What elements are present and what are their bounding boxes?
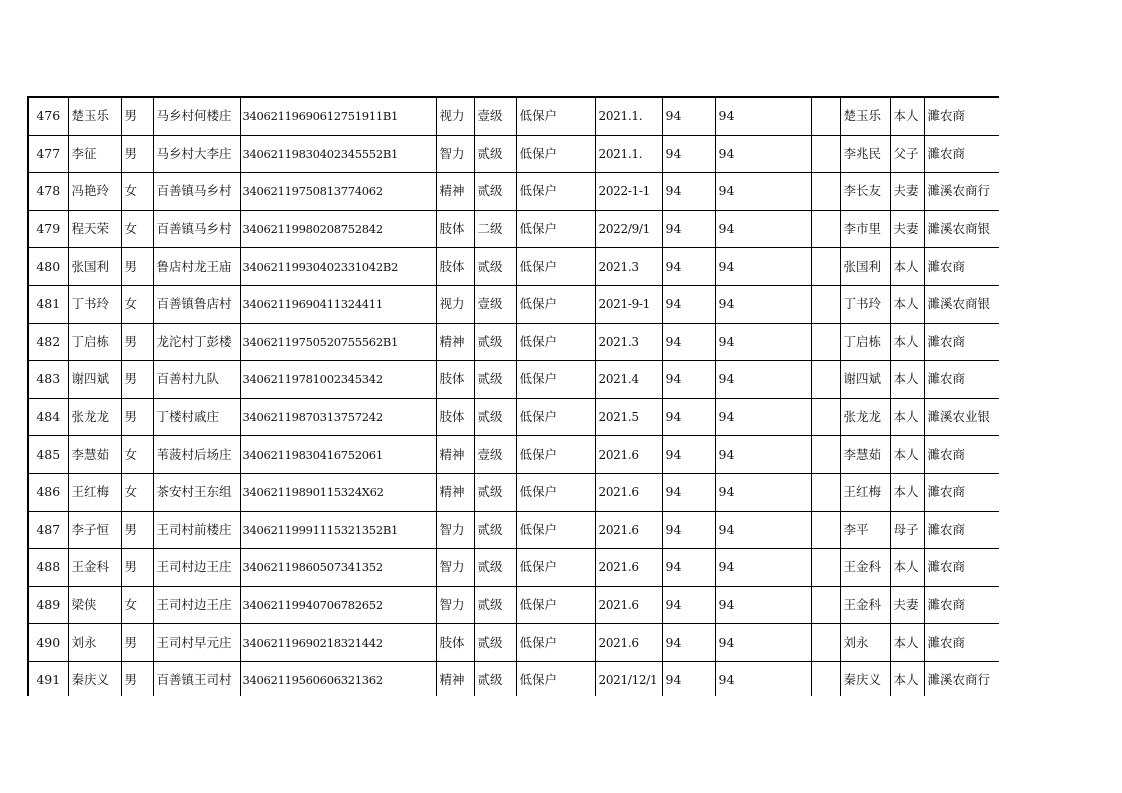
cell-gender: 男 <box>121 248 153 286</box>
cell-number: 479 <box>28 210 68 248</box>
cell-blank <box>811 473 840 511</box>
cell-number: 482 <box>28 323 68 361</box>
cell-payee: 张龙龙 <box>840 398 890 436</box>
cell-category: 低保户 <box>516 97 595 135</box>
cell-number: 477 <box>28 135 68 173</box>
cell-disability-level: 贰级 <box>474 473 516 511</box>
cell-id-number: 34062119690411324411 <box>240 285 436 323</box>
cell-relation: 夫妻 <box>890 173 924 211</box>
cell-amount-total: 94 <box>715 285 811 323</box>
cell-date: 2021.3 <box>595 248 662 286</box>
cell-disability-level: 壹级 <box>474 97 516 135</box>
cell-date: 2021.6 <box>595 436 662 474</box>
cell-name: 丁书玲 <box>68 285 121 323</box>
table-row <box>28 511 999 549</box>
cell-disability-type: 精神 <box>436 661 474 696</box>
cell-blank <box>811 624 840 662</box>
cell-disability-type: 智力 <box>436 135 474 173</box>
cell-gender: 女 <box>121 473 153 511</box>
cell-amount-total: 94 <box>715 473 811 511</box>
cell-blank <box>811 135 840 173</box>
cell-payee: 李平 <box>840 511 890 549</box>
cell-gender: 男 <box>121 135 153 173</box>
cell-payee: 王红梅 <box>840 473 890 511</box>
cell-relation: 本人 <box>890 97 924 135</box>
cell-payee: 刘永 <box>840 624 890 662</box>
cell-blank <box>811 173 840 211</box>
cell-amount: 94 <box>662 361 715 399</box>
cell-amount: 94 <box>662 436 715 474</box>
cell-disability-level: 贰级 <box>474 624 516 662</box>
cell-relation: 本人 <box>890 661 924 696</box>
cell-date: 2021.6 <box>595 586 662 624</box>
cell-address: 马乡村何楼庄 <box>153 97 240 135</box>
cell-disability-type: 智力 <box>436 511 474 549</box>
cell-category: 低保户 <box>516 624 595 662</box>
cell-number: 490 <box>28 624 68 662</box>
cell-blank <box>811 549 840 587</box>
cell-disability-type: 肢体 <box>436 248 474 286</box>
cell-address: 王司村早元庄 <box>153 624 240 662</box>
cell-amount-total: 94 <box>715 173 811 211</box>
cell-name: 张龙龙 <box>68 398 121 436</box>
cell-relation: 本人 <box>890 323 924 361</box>
table-row <box>28 549 999 587</box>
cell-bank: 濉溪农业银 <box>924 398 999 436</box>
table-row <box>28 210 999 248</box>
cell-blank <box>811 436 840 474</box>
cell-category: 低保户 <box>516 285 595 323</box>
cell-name: 秦庆义 <box>68 661 121 696</box>
cell-disability-type: 智力 <box>436 549 474 587</box>
cell-address: 马乡村大李庄 <box>153 135 240 173</box>
cell-bank: 濉农商 <box>924 97 999 135</box>
cell-category: 低保户 <box>516 173 595 211</box>
cell-address: 百善镇马乡村 <box>153 210 240 248</box>
cell-number: 486 <box>28 473 68 511</box>
cell-id-number: 3406211989011​5324X62 <box>240 473 436 511</box>
cell-name: 王金科 <box>68 549 121 587</box>
cell-name: 谢四斌 <box>68 361 121 399</box>
cell-bank: 濉农商 <box>924 361 999 399</box>
cell-date: 2021.1. <box>595 97 662 135</box>
cell-relation: 夫妻 <box>890 586 924 624</box>
cell-amount: 94 <box>662 285 715 323</box>
cell-disability-level: 贰级 <box>474 173 516 211</box>
cell-relation: 本人 <box>890 248 924 286</box>
cell-address: 茶安村王东组 <box>153 473 240 511</box>
cell-category: 低保户 <box>516 511 595 549</box>
cell-name: 丁启栋 <box>68 323 121 361</box>
cell-address: 百善镇鲁店村 <box>153 285 240 323</box>
cell-relation: 本人 <box>890 361 924 399</box>
cell-id-number: 34062119690218321442 <box>240 624 436 662</box>
cell-name: 李慧茹 <box>68 436 121 474</box>
cell-payee: 丁书玲 <box>840 285 890 323</box>
cell-amount: 94 <box>662 135 715 173</box>
cell-payee: 李市里 <box>840 210 890 248</box>
cell-date: 2021.3 <box>595 323 662 361</box>
cell-date: 2021/12/1 <box>595 661 662 696</box>
table-row <box>28 586 999 624</box>
cell-amount-total: 94 <box>715 511 811 549</box>
cell-category: 低保户 <box>516 661 595 696</box>
cell-disability-level: 贰级 <box>474 661 516 696</box>
cell-payee: 秦庆义 <box>840 661 890 696</box>
table-row <box>28 361 999 399</box>
cell-disability-type: 肢体 <box>436 361 474 399</box>
cell-address: 龙沱村丁彭楼 <box>153 323 240 361</box>
cell-address: 王司村边王庄 <box>153 586 240 624</box>
cell-category: 低保户 <box>516 135 595 173</box>
cell-id-number: 34062119860507341352 <box>240 549 436 587</box>
cell-id-number: 34062119930402331042B2 <box>240 248 436 286</box>
cell-category: 低保户 <box>516 549 595 587</box>
cell-date: 2022/9/1 <box>595 210 662 248</box>
cell-gender: 男 <box>121 511 153 549</box>
cell-amount-total: 94 <box>715 361 811 399</box>
table-row <box>28 248 999 286</box>
cell-disability-level: 贰级 <box>474 586 516 624</box>
cell-address: 王司村边王庄 <box>153 549 240 587</box>
cell-disability-level: 贰级 <box>474 511 516 549</box>
cell-relation: 本人 <box>890 473 924 511</box>
cell-disability-level: 壹级 <box>474 285 516 323</box>
cell-gender: 女 <box>121 285 153 323</box>
cell-gender: 男 <box>121 97 153 135</box>
cell-amount: 94 <box>662 323 715 361</box>
cell-bank: 濉农商 <box>924 511 999 549</box>
cell-id-number: 34062119781002345342 <box>240 361 436 399</box>
cell-address: 鲁店村龙王庙 <box>153 248 240 286</box>
cell-date: 2021.5 <box>595 398 662 436</box>
table-row <box>28 661 999 696</box>
table-row <box>28 323 999 361</box>
cell-number: 487 <box>28 511 68 549</box>
cell-category: 低保户 <box>516 361 595 399</box>
cell-disability-level: 贰级 <box>474 135 516 173</box>
cell-disability-type: 肢体 <box>436 624 474 662</box>
cell-gender: 女 <box>121 436 153 474</box>
cell-date: 2021.4 <box>595 361 662 399</box>
cell-disability-level: 贰级 <box>474 323 516 361</box>
cell-relation: 本人 <box>890 398 924 436</box>
cell-amount: 94 <box>662 173 715 211</box>
table-row <box>28 97 999 135</box>
cell-amount-total: 94 <box>715 549 811 587</box>
cell-amount: 94 <box>662 97 715 135</box>
cell-date: 2021.6 <box>595 549 662 587</box>
cell-payee: 楚玉乐 <box>840 97 890 135</box>
cell-blank <box>811 248 840 286</box>
cell-payee: 王金科 <box>840 586 890 624</box>
cell-relation: 本人 <box>890 549 924 587</box>
cell-bank: 濉农商 <box>924 624 999 662</box>
cell-bank: 濉农商 <box>924 248 999 286</box>
cell-payee: 丁启栋 <box>840 323 890 361</box>
cell-number: 491 <box>28 661 68 696</box>
cell-amount: 94 <box>662 624 715 662</box>
cell-amount-total: 94 <box>715 586 811 624</box>
cell-number: 489 <box>28 586 68 624</box>
cell-bank: 濉农商 <box>924 549 999 587</box>
cell-disability-type: 视力 <box>436 285 474 323</box>
cell-amount: 94 <box>662 210 715 248</box>
cell-date: 2022-1-1 <box>595 173 662 211</box>
cell-number: 476 <box>28 97 68 135</box>
cell-disability-type: 视力 <box>436 97 474 135</box>
cell-bank: 濉农商 <box>924 323 999 361</box>
cell-relation: 本人 <box>890 624 924 662</box>
cell-name: 刘永 <box>68 624 121 662</box>
cell-amount-total: 94 <box>715 398 811 436</box>
cell-category: 低保户 <box>516 323 595 361</box>
cell-payee: 李长友 <box>840 173 890 211</box>
cell-amount-total: 94 <box>715 323 811 361</box>
cell-amount-total: 94 <box>715 436 811 474</box>
cell-amount: 94 <box>662 511 715 549</box>
cell-disability-level: 贰级 <box>474 398 516 436</box>
table-row <box>28 624 999 662</box>
cell-bank: 濉农商 <box>924 473 999 511</box>
cell-category: 低保户 <box>516 398 595 436</box>
cell-id-number: 34062119690612751911B1 <box>240 97 436 135</box>
cell-id-number: 34062119940706782652 <box>240 586 436 624</box>
cell-relation: 夫妻 <box>890 210 924 248</box>
cell-disability-type: 肢体 <box>436 210 474 248</box>
cell-date: 2021.6 <box>595 511 662 549</box>
cell-payee: 李慧茹 <box>840 436 890 474</box>
cell-number: 483 <box>28 361 68 399</box>
cell-relation: 母子 <box>890 511 924 549</box>
cell-disability-level: 贰级 <box>474 248 516 286</box>
cell-blank <box>811 361 840 399</box>
cell-gender: 男 <box>121 624 153 662</box>
cell-amount: 94 <box>662 586 715 624</box>
cell-disability-type: 精神 <box>436 323 474 361</box>
cell-bank: 濉溪农商行 <box>924 173 999 211</box>
cell-disability-type: 精神 <box>436 473 474 511</box>
cell-relation: 本人 <box>890 285 924 323</box>
table-row <box>28 135 999 173</box>
cell-number: 478 <box>28 173 68 211</box>
cell-date: 2021.1. <box>595 135 662 173</box>
cell-payee: 王金科 <box>840 549 890 587</box>
cell-name: 梁侠 <box>68 586 121 624</box>
cell-disability-type: 肢体 <box>436 398 474 436</box>
cell-gender: 女 <box>121 586 153 624</box>
table-body <box>28 97 999 696</box>
cell-address: 丁楼村戚庄 <box>153 398 240 436</box>
cell-amount: 94 <box>662 248 715 286</box>
cell-disability-level: 贰级 <box>474 361 516 399</box>
cell-gender: 男 <box>121 323 153 361</box>
cell-category: 低保户 <box>516 586 595 624</box>
cell-number: 480 <box>28 248 68 286</box>
cell-blank <box>811 97 840 135</box>
cell-amount: 94 <box>662 398 715 436</box>
cell-name: 王红梅 <box>68 473 121 511</box>
cell-gender: 女 <box>121 173 153 211</box>
cell-number: 484 <box>28 398 68 436</box>
cell-id-number: 340621197508137740​62 <box>240 173 436 211</box>
cell-id-number: 34062119830402345552B1 <box>240 135 436 173</box>
cell-gender: 男 <box>121 361 153 399</box>
cell-amount-total: 94 <box>715 97 811 135</box>
cell-date: 2021.6 <box>595 624 662 662</box>
cell-id-number: 34062119991115321352B1 <box>240 511 436 549</box>
table-row <box>28 173 999 211</box>
cell-amount: 94 <box>662 661 715 696</box>
cell-gender: 男 <box>121 398 153 436</box>
cell-amount-total: 94 <box>715 624 811 662</box>
cell-id-number: 34062119870313757242 <box>240 398 436 436</box>
cell-id-number: 34062119560606321362 <box>240 661 436 696</box>
cell-name: 楚玉乐 <box>68 97 121 135</box>
cell-bank: 濉农商 <box>924 436 999 474</box>
cell-amount-total: 94 <box>715 210 811 248</box>
cell-address: 王司村前楼庄 <box>153 511 240 549</box>
cell-number: 481 <box>28 285 68 323</box>
cell-payee: 李兆民 <box>840 135 890 173</box>
cell-number: 485 <box>28 436 68 474</box>
cell-bank: 濉溪农商行 <box>924 661 999 696</box>
cell-name: 张国利 <box>68 248 121 286</box>
cell-bank: 濉溪农商银 <box>924 285 999 323</box>
cell-gender: 男 <box>121 661 153 696</box>
cell-bank: 濉溪农商银 <box>924 210 999 248</box>
beneficiary-table <box>27 96 999 696</box>
cell-disability-type: 精神 <box>436 173 474 211</box>
cell-disability-type: 精神 <box>436 436 474 474</box>
table-row <box>28 285 999 323</box>
cell-blank <box>811 398 840 436</box>
cell-date: 2021.6 <box>595 473 662 511</box>
cell-id-number: 34062119750520755562B1 <box>240 323 436 361</box>
cell-blank <box>811 323 840 361</box>
cell-blank <box>811 586 840 624</box>
cell-name: 程天荣 <box>68 210 121 248</box>
table-row <box>28 473 999 511</box>
cell-bank: 濉农商 <box>924 135 999 173</box>
cell-disability-level: 壹级 <box>474 436 516 474</box>
cell-category: 低保户 <box>516 210 595 248</box>
cell-blank <box>811 661 840 696</box>
spreadsheet-page <box>27 96 999 696</box>
cell-bank: 濉农商 <box>924 586 999 624</box>
cell-disability-type: 智力 <box>436 586 474 624</box>
cell-name: 冯艳玲 <box>68 173 121 211</box>
cell-blank <box>811 210 840 248</box>
cell-amount-total: 94 <box>715 135 811 173</box>
cell-id-number: 34062119830416752061 <box>240 436 436 474</box>
cell-address: 百善镇王司村 <box>153 661 240 696</box>
cell-relation: 本人 <box>890 436 924 474</box>
cell-address: 苇菠村后场庄 <box>153 436 240 474</box>
cell-category: 低保户 <box>516 473 595 511</box>
cell-name: 李子恒 <box>68 511 121 549</box>
cell-gender: 女 <box>121 210 153 248</box>
cell-blank <box>811 285 840 323</box>
cell-address: 百善镇马乡村 <box>153 173 240 211</box>
cell-disability-level: 贰级 <box>474 549 516 587</box>
cell-payee: 张国利 <box>840 248 890 286</box>
cell-category: 低保户 <box>516 248 595 286</box>
cell-id-number: 34062119980208752842 <box>240 210 436 248</box>
cell-address: 百善村九队 <box>153 361 240 399</box>
cell-amount-total: 94 <box>715 248 811 286</box>
cell-payee: 谢四斌 <box>840 361 890 399</box>
cell-relation: 父子 <box>890 135 924 173</box>
cell-date: 2021-9-1 <box>595 285 662 323</box>
cell-amount-total: 94 <box>715 661 811 696</box>
table-row <box>28 398 999 436</box>
cell-disability-level: 二级 <box>474 210 516 248</box>
table-row <box>28 436 999 474</box>
cell-amount: 94 <box>662 473 715 511</box>
cell-blank <box>811 511 840 549</box>
cell-category: 低保户 <box>516 436 595 474</box>
cell-amount: 94 <box>662 549 715 587</box>
cell-number: 488 <box>28 549 68 587</box>
cell-name: 李征 <box>68 135 121 173</box>
cell-gender: 男 <box>121 549 153 587</box>
